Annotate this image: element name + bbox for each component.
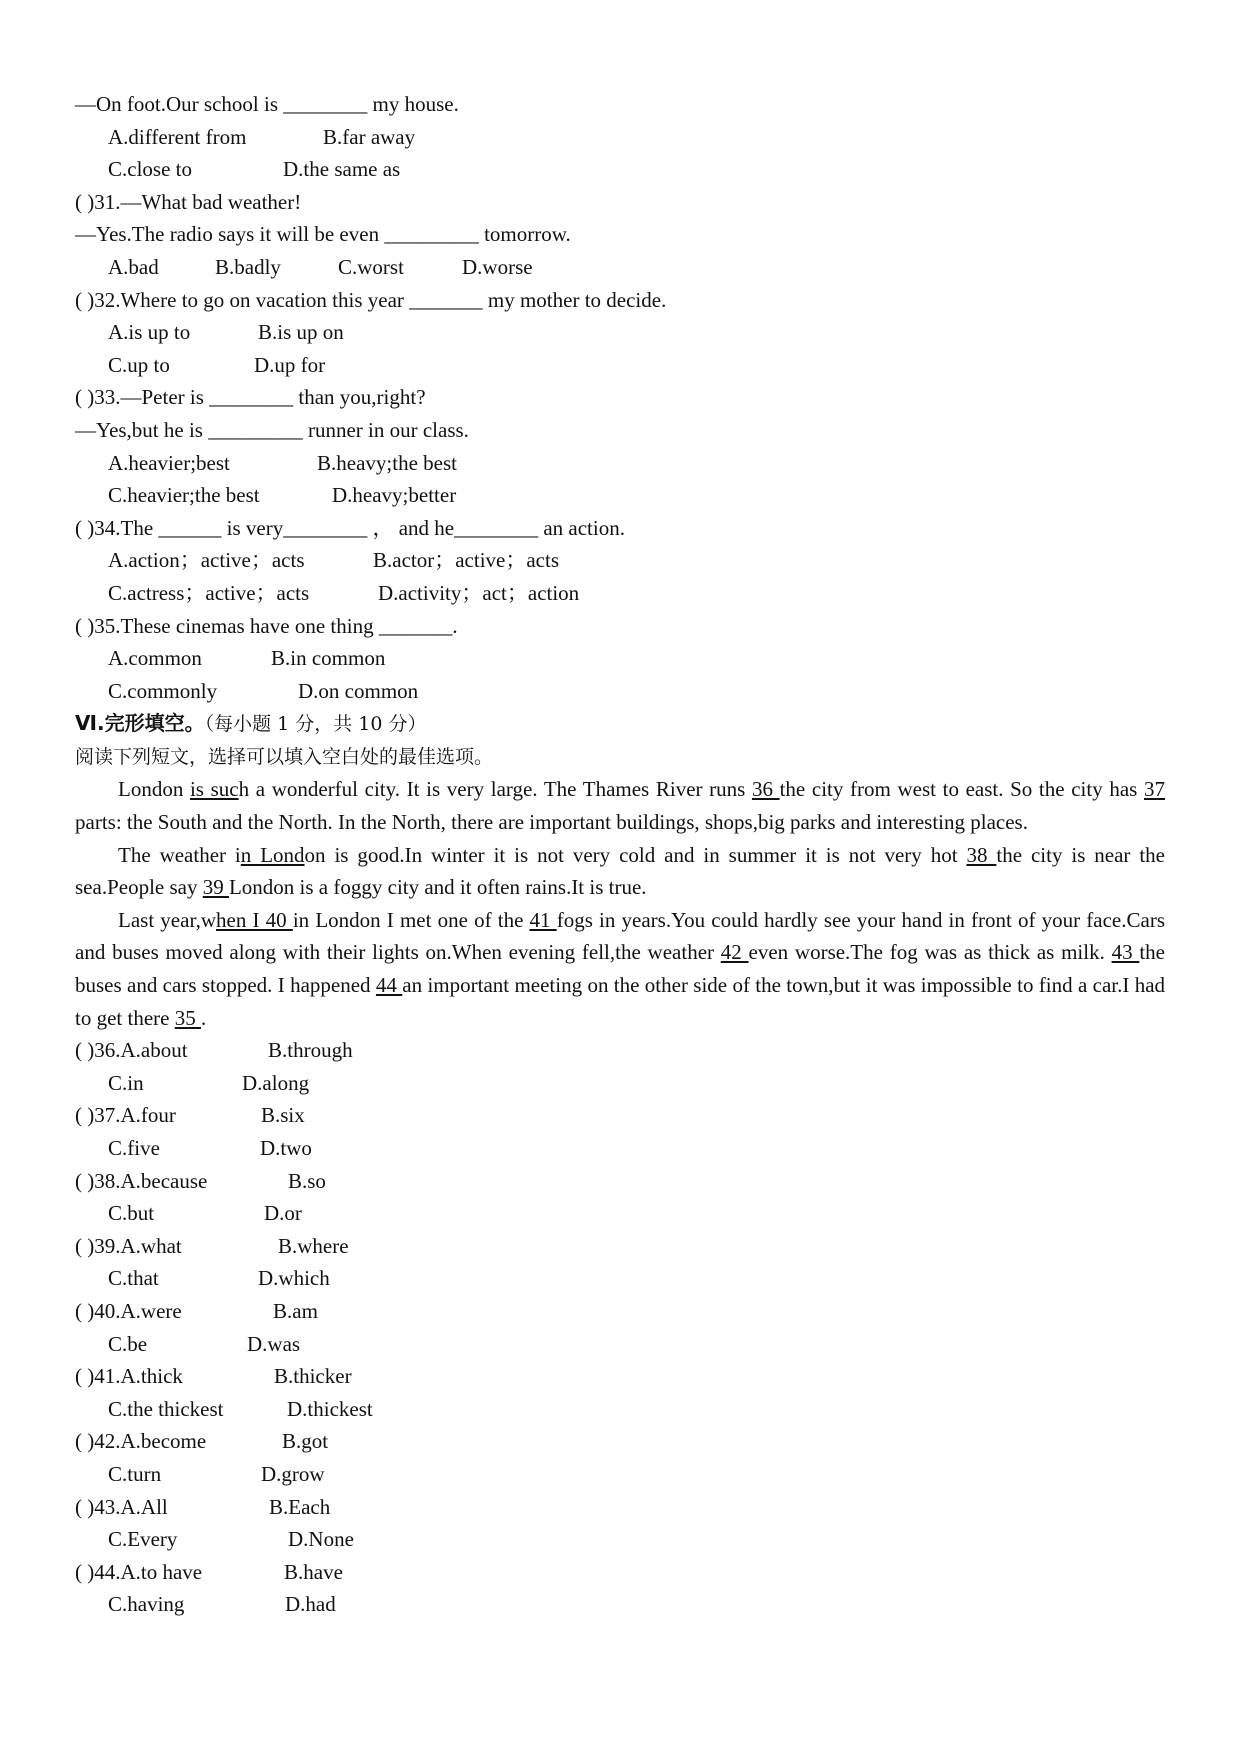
q33-option-a: A.heavier;best xyxy=(108,450,230,475)
q30-option-b: B.far away xyxy=(323,124,416,149)
q44-option-a: ( )44.A.to have xyxy=(75,1559,203,1584)
blank-42: 42 xyxy=(720,940,749,965)
q42-stem-row xyxy=(75,1425,1165,1458)
q43-option-d: D.None xyxy=(288,1527,354,1552)
q37-options-row-2 xyxy=(75,1132,1165,1165)
q35-option-b: B.in common xyxy=(271,646,386,671)
passage-paragraph-2 xyxy=(75,839,1165,904)
p2-text-3: the city is near the sea.People say xyxy=(75,842,1165,900)
q37-stem-row xyxy=(75,1099,1165,1132)
q33-answer-line: —Yes,but he is _________ runner in our class. xyxy=(75,417,469,442)
q38-option-c: C.but xyxy=(108,1201,155,1226)
q33-options-row-2 xyxy=(75,479,1165,512)
q41-option-c: C.the thickest xyxy=(108,1396,224,1421)
p3-text-3: fogs in years.You could hardly see your hand in front of your face.Cars and buses moved along with their lights on.When evening fell,the weather xyxy=(75,907,1165,965)
q43-option-b: B.Each xyxy=(269,1494,331,1519)
q44-option-c: C.having xyxy=(108,1592,185,1617)
q38-option-d: D.or xyxy=(264,1201,302,1226)
q37-option-d: D.two xyxy=(260,1136,312,1160)
q30-answer-line: —On foot.Our school is ________ my house. xyxy=(75,92,459,116)
q32-option-a: A.is up to xyxy=(108,320,191,345)
blank-44: 44 xyxy=(375,973,403,998)
q31-option-a: A.bad xyxy=(108,254,159,279)
blank-39: 39 xyxy=(202,875,229,900)
q30-options-row-1 xyxy=(75,121,1165,154)
q35-option-c: C.commonly xyxy=(108,678,218,703)
q39-stem-row xyxy=(75,1230,1165,1263)
q34-option-b: B.actor；active；acts xyxy=(373,548,560,573)
q42-option-a: ( )42.A.become xyxy=(75,1429,207,1454)
exam-page xyxy=(75,88,1165,1621)
q36-option-b: B.through xyxy=(268,1038,353,1063)
p3-text-6: an important meeting on the other side of the town,but it was impossible to find a car.I had to get there xyxy=(75,973,1166,1030)
blank-43: 43 xyxy=(1111,940,1140,965)
q42-option-b: B.got xyxy=(282,1429,329,1454)
q32-option-b: B.is up on xyxy=(258,320,344,345)
p1-underlined-1: is suc xyxy=(189,777,239,802)
p3-text-7: . xyxy=(200,1005,207,1030)
q34-options-row-1 xyxy=(75,544,1165,577)
q34-options-row-2 xyxy=(75,577,1165,610)
q35-option-a: A.common xyxy=(108,646,202,671)
blank-37: 37 xyxy=(1144,777,1165,802)
q32-stem: ( )32.Where to go on vacation this year _______ my mother to decide. xyxy=(75,287,667,312)
q40-option-c: C.be xyxy=(108,1331,148,1356)
q40-options-row-2 xyxy=(75,1328,1165,1361)
q38-options-row-2 xyxy=(75,1197,1165,1230)
p2-text-4: London is a foggy city and it often rains.It is true. xyxy=(228,875,647,900)
q31-option-b: B.badly xyxy=(215,254,281,279)
q41-option-a: ( )41.A.thick xyxy=(75,1364,183,1389)
p1-text-4: parts: the South and the North. In the North, there are important buildings, shops,big parks and interesting places. xyxy=(75,810,1028,835)
q38-stem-row xyxy=(75,1165,1165,1198)
q30-option-c: C.close to xyxy=(108,157,192,182)
q44-option-b: B.have xyxy=(284,1559,343,1584)
blank-35: 35 xyxy=(174,1005,201,1030)
q43-option-a: ( )43.A.All xyxy=(75,1494,168,1519)
q44-option-d: D.had xyxy=(285,1592,336,1617)
q40-stem-row xyxy=(75,1295,1165,1328)
passage-paragraph-3 xyxy=(75,904,1165,1034)
q43-stem-row xyxy=(75,1491,1165,1524)
p1-text-1: London xyxy=(118,777,190,802)
section-6-heading-line xyxy=(75,707,1165,741)
p2-underlined-1: n Lond xyxy=(240,842,305,867)
q39-option-b: B.where xyxy=(278,1233,349,1258)
p1-text-2: h a wonderful city. It is very large. The Thames River runs xyxy=(238,777,752,802)
q32-options-row-2 xyxy=(75,349,1165,382)
q38-option-b: B.so xyxy=(288,1168,326,1193)
q35-options-row-2 xyxy=(75,675,1165,708)
q33-option-c: C.heavier;the best xyxy=(108,483,260,508)
section-6-score-note: （每小题 1 分，共 10 分） xyxy=(204,713,427,736)
q30-option-d: D.the same as xyxy=(283,157,401,182)
q36-option-d: D.along xyxy=(242,1070,310,1095)
q38-option-a: ( )38.A.because xyxy=(75,1168,208,1193)
q34-option-c: C.actress；active；acts xyxy=(108,580,310,605)
section-6-heading: Ⅵ.完形填空。 xyxy=(75,711,205,736)
q41-option-b: B.thicker xyxy=(274,1364,352,1389)
q36-option-c: C.in xyxy=(108,1070,144,1095)
q35-option-d: D.on common xyxy=(298,678,419,703)
q33-option-b: B.heavy;the best xyxy=(317,450,457,475)
q31-option-d: D.worse xyxy=(462,254,533,279)
passage-paragraph-1 xyxy=(75,773,1165,838)
q41-option-d: D.thickest xyxy=(287,1396,373,1421)
q34-option-d: D.activity；act；action xyxy=(378,580,580,605)
q36-stem-row xyxy=(75,1034,1165,1067)
q30-option-a: A.different from xyxy=(108,124,247,149)
q44-options-row-2 xyxy=(75,1588,1165,1621)
q33-options-row-1 xyxy=(75,447,1165,480)
q31-option-c: C.worst xyxy=(338,254,404,279)
q39-options-row-2 xyxy=(75,1262,1165,1295)
q32-option-d: D.up for xyxy=(254,352,326,377)
p3-text-5: the buses and cars stopped. I happened xyxy=(75,940,1165,998)
q42-option-d: D.grow xyxy=(261,1461,325,1486)
section-6-instruction: 阅读下列短文，选择可以填入空白处的最佳选项。 xyxy=(75,745,494,768)
q33-option-d: D.heavy;better xyxy=(332,483,457,508)
p3-text-1: Last year,w xyxy=(118,907,217,932)
q31-answer-line: —Yes.The radio says it will be even _________ tomorrow. xyxy=(75,222,571,247)
p1-text-3: the city from west to east. So the city has xyxy=(779,777,1144,802)
q36-options-row-2 xyxy=(75,1067,1165,1100)
q39-option-c: C.that xyxy=(108,1266,159,1291)
q37-option-b: B.six xyxy=(261,1103,305,1128)
blank-36: 36 xyxy=(751,777,780,802)
q37-option-a: ( )37.A.four xyxy=(75,1103,176,1128)
blank-41: 41 xyxy=(529,907,557,932)
q32-option-c: C.up to xyxy=(108,352,170,377)
q30-options-row-2 xyxy=(75,153,1165,186)
q39-option-a: ( )39.A.what xyxy=(75,1233,182,1258)
q43-option-c: C.Every xyxy=(108,1527,178,1552)
blank-38: 38 xyxy=(966,842,997,867)
q31-options xyxy=(75,251,1165,284)
q39-option-d: D.which xyxy=(258,1266,330,1291)
q40-option-b: B.am xyxy=(273,1298,318,1323)
q36-option-a: ( )36.A.about xyxy=(75,1038,188,1063)
p2-text-1: The weather i xyxy=(118,842,241,867)
q40-option-d: D.was xyxy=(247,1331,301,1356)
q33-stem: ( )33.—Peter is ________ than you,right? xyxy=(75,385,426,410)
q41-stem-row xyxy=(75,1360,1165,1393)
p3-text-4: even worse.The fog was as thick as milk. xyxy=(748,940,1112,965)
q35-stem: ( )35.These cinemas have one thing _______. xyxy=(75,613,458,638)
q44-stem-row xyxy=(75,1556,1165,1589)
q37-option-c: C.five xyxy=(108,1136,160,1160)
p3-text-2: in London I met one of the xyxy=(292,907,530,932)
q34-stem: ( )34.The ______ is very________ ， and he________ an action. xyxy=(75,515,625,540)
blank-40: hen I 40 xyxy=(216,907,293,932)
p2-text-2: on is good.In winter it is not very cold and in summer it is not very hot xyxy=(304,842,967,867)
q32-options-row-1 xyxy=(75,316,1165,349)
q41-options-row-2 xyxy=(75,1393,1165,1426)
q40-option-a: ( )40.A.were xyxy=(75,1298,182,1323)
q42-options-row-2 xyxy=(75,1458,1165,1491)
q43-options-row-2 xyxy=(75,1523,1165,1556)
q42-option-c: C.turn xyxy=(108,1461,162,1486)
q31-stem: ( )31.—What bad weather! xyxy=(75,189,302,214)
q35-options-row-1 xyxy=(75,642,1165,675)
q34-option-a: A.action；active；acts xyxy=(108,548,305,573)
